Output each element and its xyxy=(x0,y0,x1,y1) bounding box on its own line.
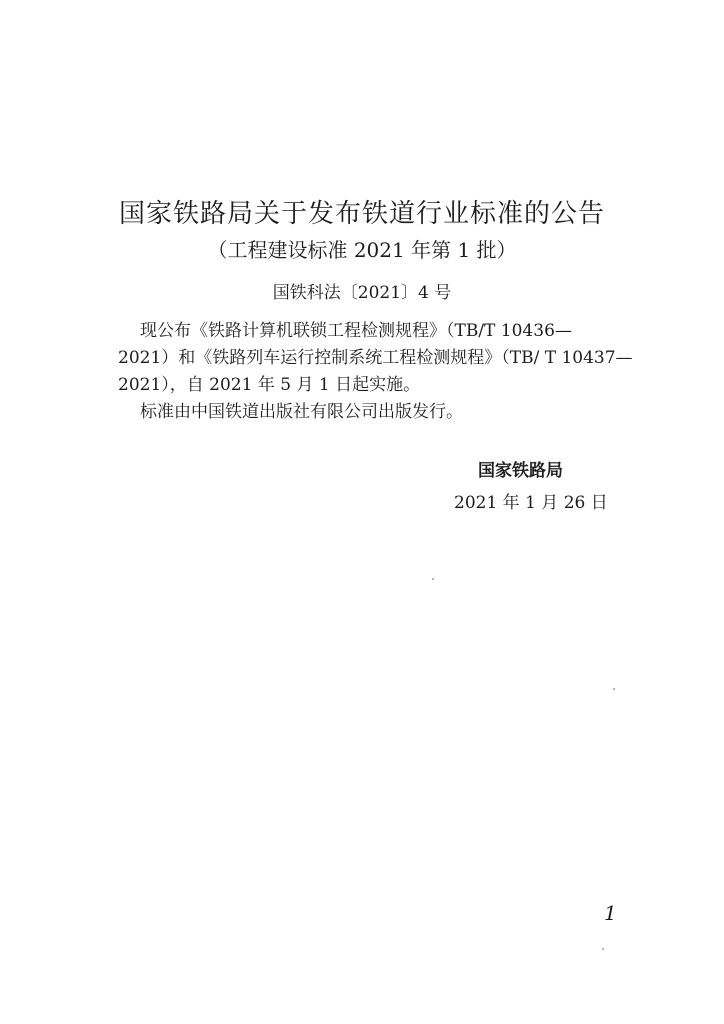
page-number: 1 xyxy=(604,901,617,925)
body-line: 现公布《铁路计算机联锁工程检测规程》（TB/T 10436— xyxy=(140,321,572,341)
signer: 国家铁路局 xyxy=(478,461,563,481)
announcement-subtitle: （工程建设标准 2021 年第 1 批） xyxy=(207,238,517,262)
scan-speck xyxy=(602,948,604,950)
announcement-body xyxy=(118,318,633,426)
scan-speck xyxy=(432,578,434,580)
document-number: 国铁科法〔2021〕4 号 xyxy=(272,283,452,303)
announcement-title: 国家铁路局关于发布铁道行业标准的公告 xyxy=(118,199,605,229)
body-line: 标准由中国铁道出版社有限公司出版发行。 xyxy=(140,402,463,422)
scan-speck xyxy=(613,688,615,690)
body-line: 2021），自 2021 年 5 月 1 日起实施。 xyxy=(118,375,421,395)
body-line: 2021）和《铁路列车运行控制系统工程检测规程》（TB/ T 10437— xyxy=(118,348,633,368)
issue-date: 2021 年 1 月 26 日 xyxy=(454,493,608,513)
